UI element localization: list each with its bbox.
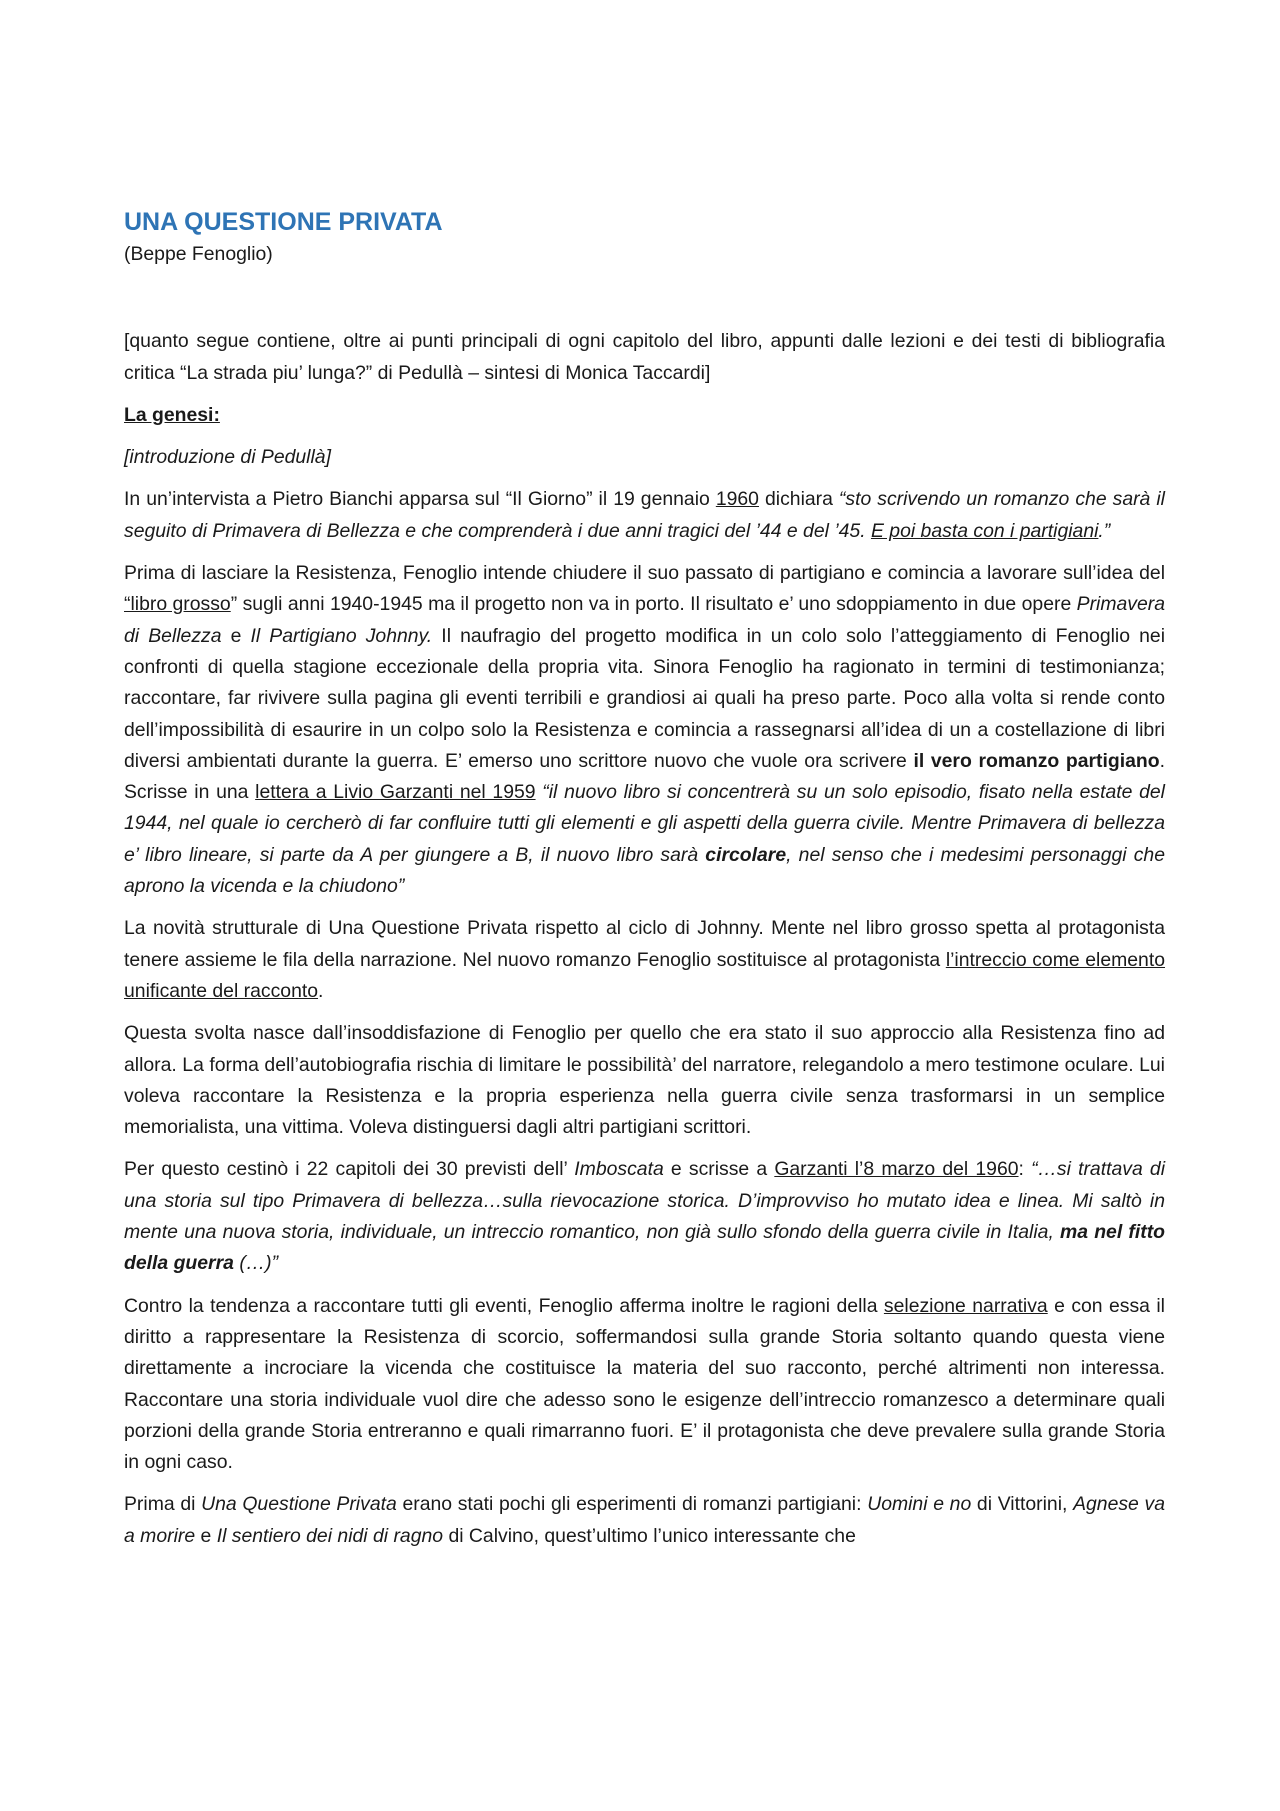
p2-libro-grosso: “libro grosso — [124, 593, 231, 616]
p1-quote-underlined: E poi basta con i partigiani — [870, 519, 1099, 542]
p7-text-d: e — [195, 1524, 217, 1547]
paragraph-4: Questa svolta nasce dall’insoddisfazione di Fenoglio per quello che era stato il suo approccio alla Resistenza fino ad allora. La forma dell’autobiografia rischia di limitare le possibilità’ del narratore, relegandolo a mero testimone oculare. Lui voleva raccontare la Resistenza e la propria esperienza nella guerra civile senza trasformarsi in un semplice memorialista, una vittima. Voleva distinguersi dagli altri partigiani scrittori. — [124, 1022, 1165, 1139]
paragraph-5 — [124, 1154, 1165, 1279]
p2-text-b: ” sugli anni 1940-1945 ma il progetto non va in porto. Il risultato e’ uno sdoppiamento in due opere — [230, 593, 1077, 616]
p3-underlined: l’intreccio come elemento unificante del racconto — [124, 948, 1165, 1002]
p7-text-c: di Vittorini, — [971, 1493, 1074, 1516]
paragraph-3 — [124, 913, 1165, 1007]
p5-text-b: e scrisse a — [663, 1158, 775, 1181]
p6-text: Contro la tendenza a raccontare tutti gli eventi, Fenoglio afferma inoltre le ragioni della — [124, 1294, 884, 1317]
p1-text-b: dichiara — [758, 488, 839, 511]
p3-text-b: . — [318, 979, 324, 1002]
paragraph-7 — [124, 1489, 1165, 1552]
p3-text: La novità strutturale di Una Questione Privata rispetto al ciclo di Johnny. Mente nel libro grosso spetta al protagonista tenere assieme le fila della narrazione. Nel nuovo romanzo Fenoglio sostituisce al protagonista — [124, 917, 1165, 971]
p2-bold: il vero romanzo partigiano — [913, 749, 1160, 772]
paragraph-6 — [124, 1291, 1165, 1479]
paragraph-2 — [124, 558, 1165, 902]
p2-text-e: . Scrisse in una — [124, 749, 1165, 804]
p7-text-e: di Calvino, quest’ultimo l’unico interessante che — [443, 1524, 856, 1547]
p5-quote-end: (…)” — [233, 1252, 279, 1275]
document-author: (Beppe Fenoglio) — [124, 243, 273, 265]
p7-text: Prima di — [124, 1493, 202, 1516]
paragraph-1 — [124, 484, 1165, 547]
section-note: [introduzione di Pedullà] — [124, 446, 331, 469]
p2-quote-end: , nel senso che i medesimi personaggi che aprono la vicenda e la chiudono” — [124, 843, 1165, 898]
p1-year: 1960 — [715, 488, 759, 511]
p2-work-johnny: Il Partigiano Johnny. — [250, 624, 433, 647]
p2-text-d: Il naufragio del progetto modifica in un colo solo l’atteggiamento di Fenoglio nei confronti di quella stagione eccezionale della propria vita. Sinora Fenoglio ha ragionato in termini di testimonianza; raccontare, far rivivere sulla pagina gli eventi terribili e grandiosi ai quali ha preso parte. Poco alla volta si rende conto dell’impossibilità di esaurire in un colpo solo la Resistenza e comincia a rassegnarsi all’idea di un a costellazione di libri diversi ambientati durante la guerra. E’ emerso uno scrittore nuovo che vuole ora scrivere — [124, 624, 1165, 772]
intro-paragraph: [quanto segue contiene, oltre ai punti principali di ogni capitolo del libro, appunti dalle lezioni e dei testi di bibliografia critica “La strada piu’ lunga?” di Pedullà – sintesi di Monica Taccardi] — [124, 330, 1165, 384]
p7-work-agnese: Agnese va a morire — [124, 1493, 1166, 1547]
p6-underlined: selezione narrativa — [883, 1294, 1048, 1317]
p7-work-sentiero: Il sentiero dei nidi di ragno — [216, 1524, 444, 1547]
document-page — [124, 207, 1165, 1563]
p1-quote: “sto scrivendo un romanzo che sarà il seguito di Primavera di Bellezza e che comprenderà i due anni tragici del ’44 e del ’45. — [124, 488, 1165, 542]
p2-text-c: e — [221, 624, 251, 647]
p5-text: Per questo cestinò i 22 capitoli dei 30 previsti dell’ — [124, 1158, 575, 1181]
p2-quote-bold: circolare — [705, 843, 787, 866]
p5-quote-bold: ma nel fitto della guerra — [124, 1221, 1166, 1275]
p5-quote: “…si trattava di una storia sul tipo Primavera di bellezza…sulla rievocazione storica. D’improvviso ho mutato idea e linea. Mi saltò in mente una nuova storia, individuale, un intreccio romantico, non già sullo sfondo della guerra civile in Italia, — [124, 1158, 1166, 1244]
section-heading-text: La genesi: — [124, 403, 220, 426]
p6-text-b: e con essa il diritto a rappresentare la Resistenza di scorcio, soffermandosi sulla grande Storia soltanto quando questa viene direttamente a incrociare la vicenda che costituisce la materia del suo racconto, perché altrimenti non interessa. Raccontare una storia individuale vuol dire che adesso sono le esigenze dell’intreccio romanzesco a determinare quali porzioni della grande Storia entreranno e quali rimarranno fuori. E’ il protagonista che deve prevalere sulla grande Storia in ogni caso. — [124, 1294, 1165, 1474]
p2-quote: “il nuovo libro si concentrerà su un solo episodio, fisato nella estate del 1944, nel quale io cercherò di far confluire tutti gli elementi e gli aspetti della guerra civile. Mentre Primavera di bellezza e’ libro lineare, si parte da A per giungere a B, il nuovo libro sarà — [124, 781, 1165, 866]
document-title: UNA QUESTIONE PRIVATA — [124, 208, 443, 236]
p7-work-questione: Una Questione Privata — [201, 1493, 397, 1516]
p7-work-uomini: Uomini e no — [867, 1493, 972, 1516]
p1-text: In un’intervista a Pietro Bianchi apparsa sul “Il Giorno” il 19 gennaio — [124, 488, 716, 511]
p2-text: Prima di lasciare la Resistenza, Fenoglio intende chiudere il suo passato di partigiano e comincia a lavorare sull’idea del — [124, 562, 1165, 585]
p5-work: Imboscata — [574, 1158, 664, 1181]
p5-text-c: : — [1018, 1158, 1032, 1181]
p5-underlined: Garzanti l’8 marzo del 1960 — [774, 1158, 1019, 1181]
section-heading — [124, 400, 1165, 431]
p2-work-primavera: Primavera di Bellezza — [124, 593, 1165, 647]
p2-letter: lettera a Livio Garzanti nel 1959 — [255, 781, 536, 804]
p7-text-b: erano stati pochi gli esperimenti di romanzi partigiani: — [396, 1493, 868, 1516]
p1-quote-end: .” — [1098, 519, 1111, 542]
